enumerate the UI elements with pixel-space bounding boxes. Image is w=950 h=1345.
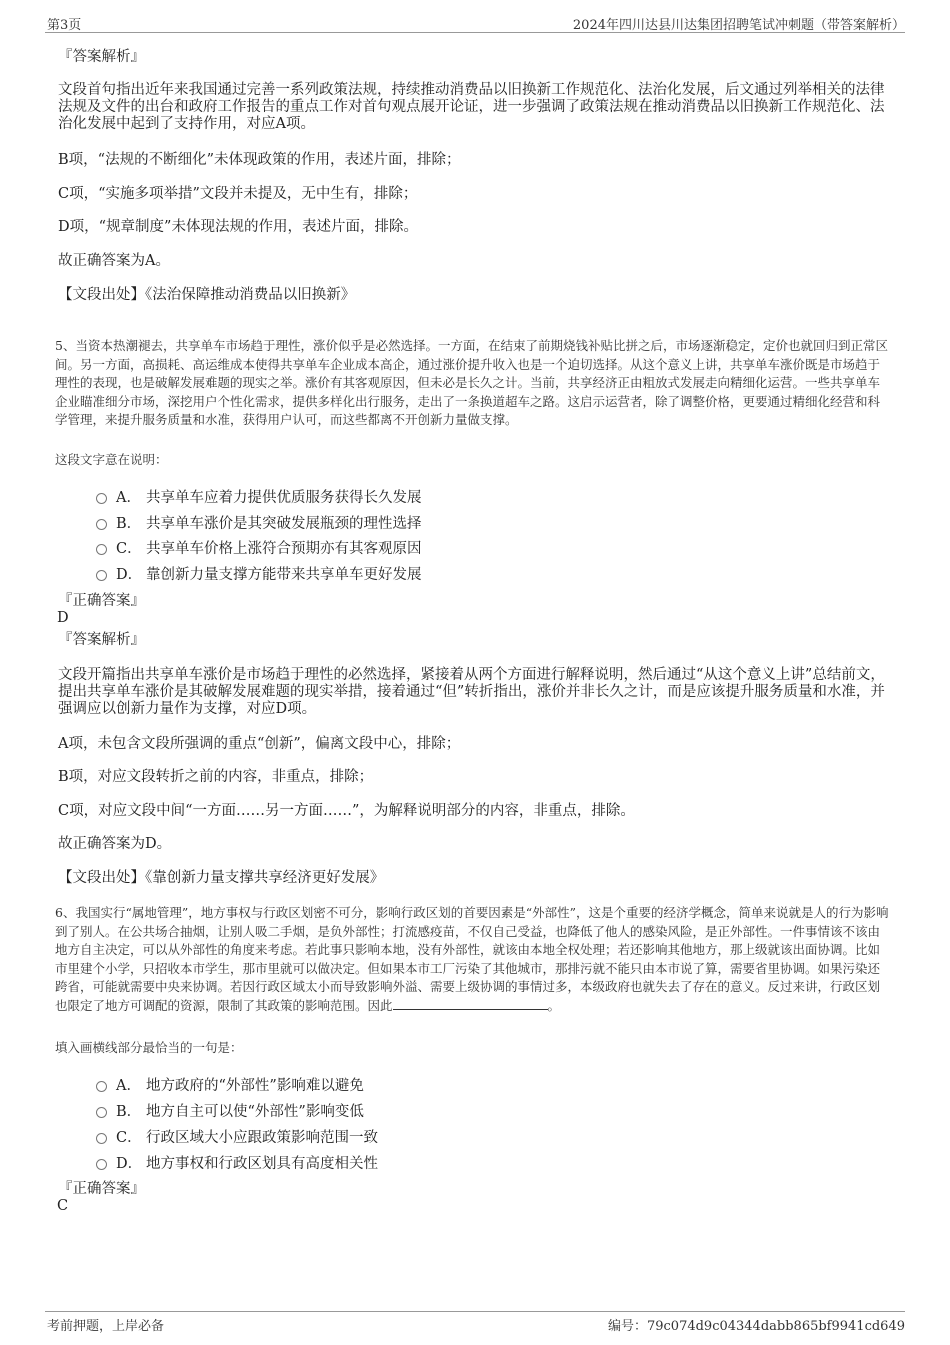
- q5-analysis: 文段开篇指出共享单车涨价是市场趋于理性的必然选择，紧接着从两个方面进行解释说明，然后通过“从这个意义上讲”总结前文，提出共享单车涨价是其破解发展难题的现实举措，接着通过“但”转折指出，涨价并非长久之计，而是应该提升服务质量和水准，并强调应以创新力量作为支撑，对应D项。: [58, 667, 885, 717]
- radio-icon[interactable]: [96, 1159, 107, 1170]
- page-header: [47, 12, 905, 32]
- q5-option-b-analysis: B项，对应文段转折之前的内容，非重点，排除；: [58, 769, 374, 785]
- header-divider: [45, 32, 905, 33]
- fill-in-blank: [393, 997, 548, 1010]
- q6-answer-label: 『正确答案』: [58, 1181, 145, 1197]
- q4-conclusion: 故正确答案为A。: [58, 253, 170, 269]
- q5-option-a[interactable]: A． 共享单车应着力提供优质服务获得长久发展: [96, 486, 422, 507]
- footer-slogan: 考前押题，上岸必备: [47, 1319, 165, 1334]
- q5-option-c[interactable]: C． 共享单车价格上涨符合预期亦有其客观原因: [96, 537, 422, 558]
- q5-conclusion: 故正确答案为D。: [58, 836, 172, 852]
- document-id: 编号：79c074d9c04344dabb865bf9941cd649: [607, 1319, 905, 1334]
- q6-question: 填入画横线部分最恰当的一句是：: [55, 1040, 243, 1055]
- page-number: 第3页: [47, 18, 82, 33]
- q6-option-c[interactable]: C． 行政区域大小应跟政策影响范围一致: [96, 1126, 378, 1147]
- q5-answer-label: 『正确答案』: [58, 593, 145, 609]
- q4-option-b-analysis: B项，“法规的不断细化”未体现政策的作用，表述片面，排除；: [58, 152, 461, 168]
- q5-option-c-analysis: C项，对应文段中间“一方面……另一方面……”，为解释说明部分的内容，非重点，排除。: [58, 803, 635, 819]
- q5-answer: D: [57, 610, 69, 626]
- q6-option-b[interactable]: B． 地方自主可以使“外部性”影响变低: [96, 1100, 364, 1121]
- q4-analysis-label: 『答案解析』: [58, 49, 145, 65]
- q5-analysis-label: 『答案解析』: [58, 632, 145, 648]
- radio-icon[interactable]: [96, 544, 107, 555]
- radio-icon[interactable]: [96, 570, 107, 581]
- q6-answer: C: [57, 1198, 69, 1214]
- q5-option-a-analysis: A项，未包含文段所强调的重点“创新”，偏离文段中心，排除；: [58, 736, 461, 752]
- footer-divider: [45, 1311, 905, 1312]
- q5-option-d[interactable]: D． 靠创新力量支撑方能带来共享单车更好发展: [96, 563, 422, 584]
- q4-option-c-analysis: C项，“实施多项举措”文段并未提及，无中生有，排除；: [58, 186, 418, 202]
- q4-source: 【文段出处】《法治保障推动消费品以旧换新》: [58, 287, 356, 303]
- q4-analysis: 文段首句指出近年来我国通过完善一系列政策法规，持续推动消费品以旧换新工作规范化、法治化发展，后文通过列举相关的法律法规及文件的出台和政府工作报告的重点工作对首句观点展开论证，进一步强调了政策法规在推动消费品以旧换新工作规范化、法治化发展中起到了支持作用，对应A项。: [58, 82, 885, 132]
- q5-question: 这段文字意在说明：: [55, 452, 168, 467]
- document-title: 2024年四川达县川达集团招聘笔试冲刺题（带答案解析）: [572, 18, 905, 33]
- q6-option-a[interactable]: A． 地方政府的“外部性”影响难以避免: [96, 1074, 364, 1095]
- radio-icon[interactable]: [96, 1107, 107, 1118]
- q5-stem: 5、当资本热潮褪去，共享单车市场趋于理性，涨价似乎是必然选择。一方面，在结束了前期烧钱补贴比拼之后，市场逐渐稳定，定价也就回归到正常区间。另一方面，高损耗、高运维成本使得共享单车企业成本高企，通过涨价提升收入也是一个迫切选择。从这个意义上讲，共享单车涨价既是市场趋于理性的表现，也是破解发展难题的现实之举。涨价有其客观原因，但未必是长久之计。当前，共享经济正由粗放式发展走向精细化运营。一些共享单车企业瞄准细分市场，深挖用户个性化需求，提供多样化出行服务，走出了一条换道超车之路。这启示运营者，除了调整价格，更要通过精细化经营和科学管理，来提升服务质量和水准，获得用户认可，而这些都离不开创新力量做支撑。: [55, 338, 888, 427]
- q5-option-b[interactable]: B． 共享单车涨价是其突破发展瓶颈的理性选择: [96, 512, 422, 533]
- q6-option-d[interactable]: D． 地方事权和行政区划具有高度相关性: [96, 1152, 378, 1173]
- q6-stem: 6、我国实行“属地管理”，地方事权与行政区划密不可分，影响行政区划的首要因素是“外部性”，这是个重要的经济学概念，简单来说就是人的行为影响到了别人。在公共场合抽烟，让别人吸二手烟，是负外部性；打流感疫苗，不仅自己受益，也降低了他人的感染风险，是正外部性。一件事情该不该由地方自主决定，可以从外部性的角度来考虑。若此事只影响本地，没有外部性，就该由本地全权处理；若还影响其他地方，那上级就该出面协调。比如市里建个小学，只招收本市学生，那市里就可以做决定。但如果本市工厂污染了其他城市，那排污就不能只由本市说了算，需要省里协调。如果污染还跨省，可能就需要中央来协调。若因行政区域太小而导致影响外溢、需要上级协调的事情过多，本级政府也就失去了存在的意义。反过来讲，行政区划也限定了地方可调配的资源，限制了其政策的影响范围。因此 。: [55, 905, 889, 1013]
- radio-icon[interactable]: [96, 519, 107, 530]
- q4-option-d-analysis: D项，“规章制度”未体现法规的作用，表述片面，排除。: [58, 219, 418, 235]
- radio-icon[interactable]: [96, 493, 107, 504]
- radio-icon[interactable]: [96, 1133, 107, 1144]
- q5-source: 【文段出处】《靠创新力量支撑共享经济更好发展》: [58, 870, 385, 886]
- radio-icon[interactable]: [96, 1081, 107, 1092]
